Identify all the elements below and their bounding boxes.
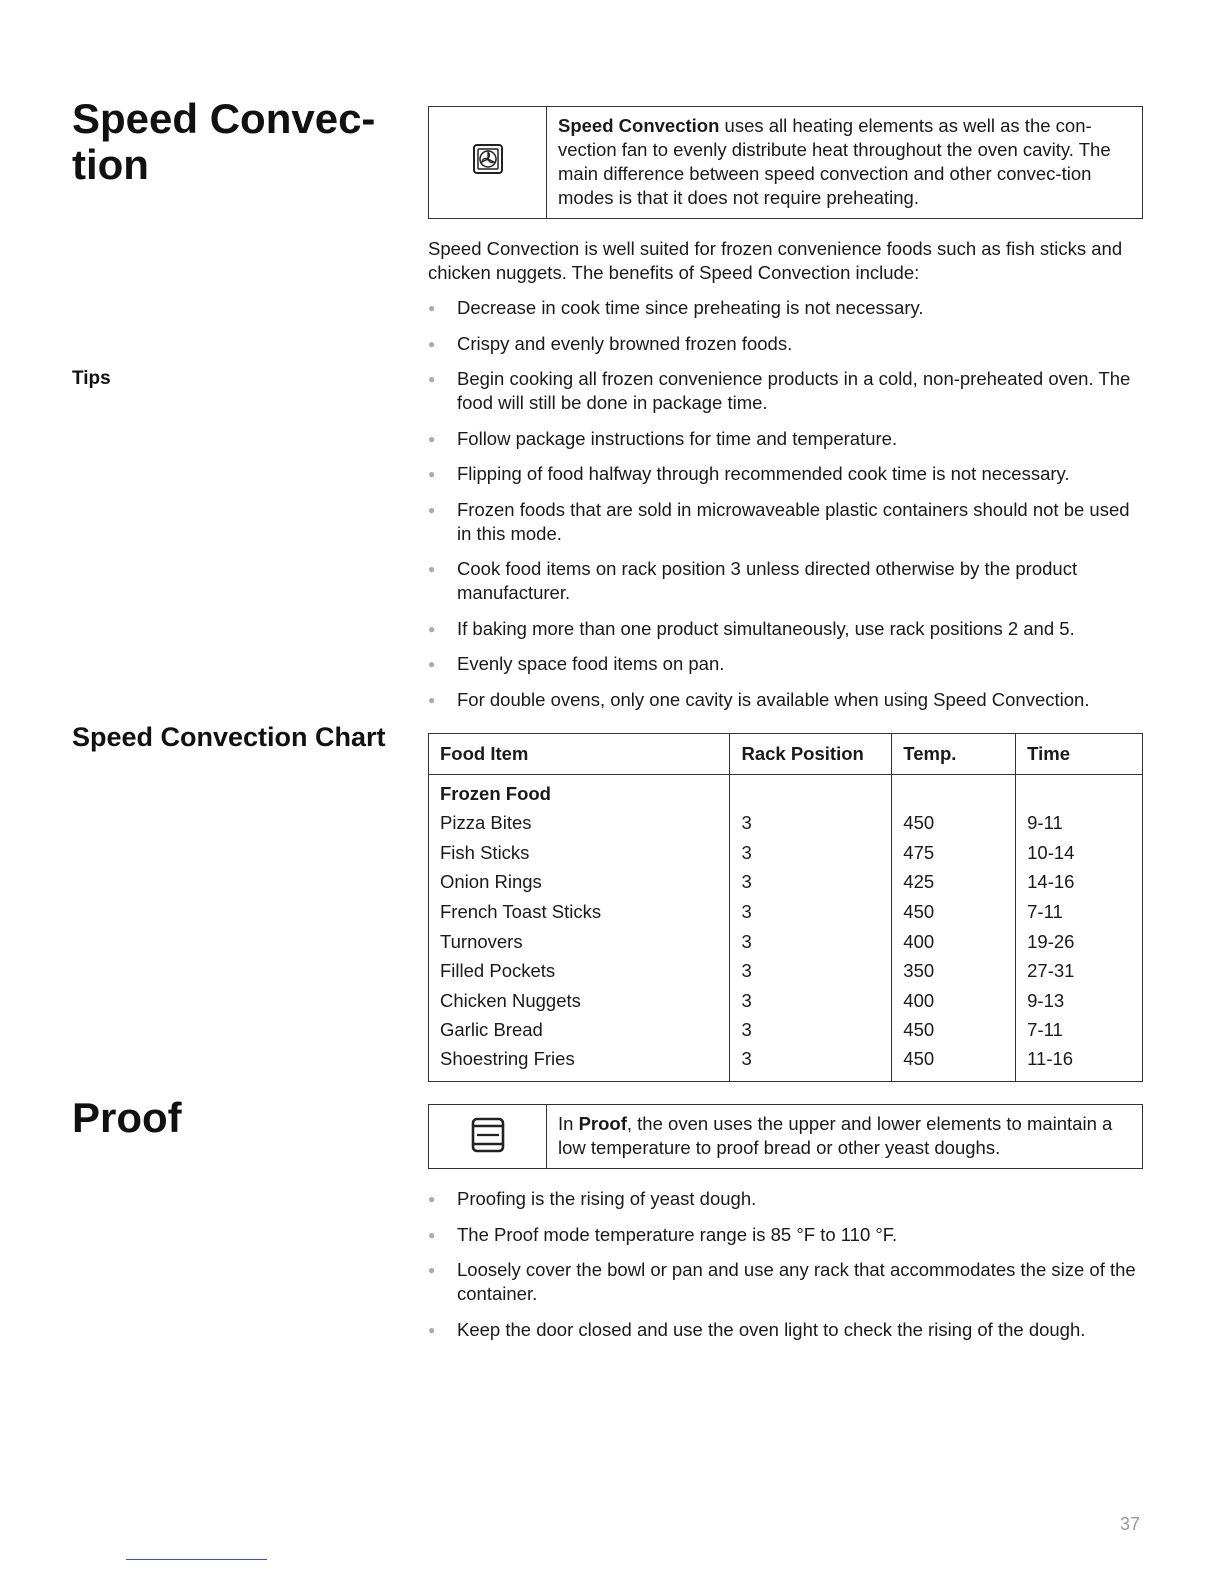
proof-mode-icon xyxy=(471,1117,505,1153)
page-number: 37 xyxy=(1120,1514,1141,1534)
speed-convection-lead: Speed Convection xyxy=(558,115,720,136)
bullet-icon: ● xyxy=(428,1227,436,1242)
intro-paragraph: Speed Convection is well suited for frozen convenience foods such as fish sticks and chicken nuggets. The benefits of Speed Convection include: xyxy=(428,238,1123,283)
column-header-rack-position: Rack Position xyxy=(730,734,892,775)
footer-rule xyxy=(126,1559,267,1560)
proof-list xyxy=(428,1187,1143,1353)
bullet-icon: ● xyxy=(428,301,436,315)
speed-icon-cell xyxy=(429,107,547,218)
proof-text: , the oven uses the upper and lower elements to maintain a low temperature to proof bread or other yeast doughs. xyxy=(558,1113,1113,1158)
speed-convection-heading: Speed Convec- tion xyxy=(72,95,376,188)
list-item: ● Decrease in cook time since preheating is not necessary. xyxy=(428,297,924,318)
column-header-temp: Temp. xyxy=(892,734,1016,775)
bullet-icon: ● xyxy=(428,1263,436,1277)
table-row: Filled Pockets 3 350 27-31 xyxy=(429,956,1143,986)
bullet-icon: ● xyxy=(428,467,436,481)
table-row: Onion Rings 3 425 14-16 xyxy=(429,868,1143,898)
bullet-icon: ● xyxy=(428,562,436,576)
group-label: Frozen Food xyxy=(429,775,730,809)
list-item: ● For double ovens, only one cavity is available when using Speed Convection. xyxy=(428,688,1090,710)
bullet-icon: ● xyxy=(428,657,436,671)
table-group-row xyxy=(429,775,1143,809)
proof-info-box xyxy=(428,1104,1143,1169)
list-item: ● Crispy and evenly browned frozen foods. xyxy=(428,332,793,354)
bullet-icon: ● xyxy=(428,1322,436,1337)
speed-convection-text: uses all heating elements as well as the con-vection fan to evenly distribute heat throughout the oven cavity. The main difference between speed convection and other convec-tion modes is that it does not require preheating. xyxy=(558,115,1111,208)
table-row: French Toast Sticks 3 450 7-11 xyxy=(429,897,1143,927)
tips-list xyxy=(428,367,1143,723)
table-row: Fish Sticks 3 475 10-14 xyxy=(429,838,1143,868)
tips-heading: Tips xyxy=(72,368,111,389)
bullet-icon: ● xyxy=(428,502,436,517)
proof-lead: Proof xyxy=(578,1113,627,1134)
list-item: ● Follow package instructions for time and temperature. xyxy=(428,427,898,449)
list-item: ● If baking more than one product simultaneously, use rack positions 2 and 5. xyxy=(428,617,1075,639)
table-row: Shoestring Fries 3 450 11-16 xyxy=(429,1045,1143,1081)
speed-convection-info-box xyxy=(428,106,1143,219)
list-item: ● Flipping of food halfway through recommended cook time is not necessary. xyxy=(428,463,1070,484)
bullet-icon: ● xyxy=(428,621,436,636)
table-row: Turnovers 3 400 19-26 xyxy=(429,927,1143,957)
list-item: ● Proofing is the rising of yeast dough. xyxy=(428,1188,757,1209)
speed-convection-description xyxy=(547,107,1142,218)
table-row: Chicken Nuggets 3 400 9-13 xyxy=(429,986,1143,1016)
proof-heading: Proof xyxy=(72,1094,182,1141)
proof-description: In Proof, the oven uses the upper and lower elements to maintain a low temperature to proof bread or other yeast doughs. xyxy=(558,1113,1113,1158)
list-item: ● Keep the door closed and use the oven light to check the rising of the dough. xyxy=(428,1318,1086,1340)
bullet-icon: ● xyxy=(428,1192,436,1206)
proof-icon-cell xyxy=(429,1105,547,1168)
benefits-list xyxy=(428,296,1143,367)
list-item: ● The Proof mode temperature range is 85 °F to 110 °F. xyxy=(428,1223,898,1245)
speed-convection-chart-table xyxy=(428,733,1143,1082)
list-item: ● Loosely cover the bowl or pan and use any rack that accommodates the size of the container. xyxy=(428,1259,1136,1304)
bullet-icon: ● xyxy=(428,431,436,446)
column-header-food-item: Food Item xyxy=(429,734,730,775)
bullet-icon: ● xyxy=(428,372,436,386)
list-item: ● Cook food items on rack position 3 unless directed otherwise by the product manufacturer. xyxy=(428,558,1078,603)
column-header-time: Time xyxy=(1016,734,1143,775)
speed-convection-chart-heading: Speed Convection Chart xyxy=(72,722,386,752)
list-item: ● Begin cooking all frozen convenience products in a cold, non-preheated oven. The food will still be done in package time. xyxy=(428,368,1131,413)
list-item: ● Frozen foods that are sold in microwaveable plastic containers should not be used in this mode. xyxy=(428,498,1130,544)
list-item: ● Evenly space food items on pan. xyxy=(428,653,725,674)
bullet-icon: ● xyxy=(428,336,436,351)
convection-fan-icon xyxy=(472,143,504,175)
table-header-row xyxy=(429,734,1143,775)
bullet-icon: ● xyxy=(428,692,436,707)
table-row: Garlic Bread 3 450 7-11 xyxy=(429,1016,1143,1046)
table-row: Pizza Bites 3 450 9-11 xyxy=(429,809,1143,839)
